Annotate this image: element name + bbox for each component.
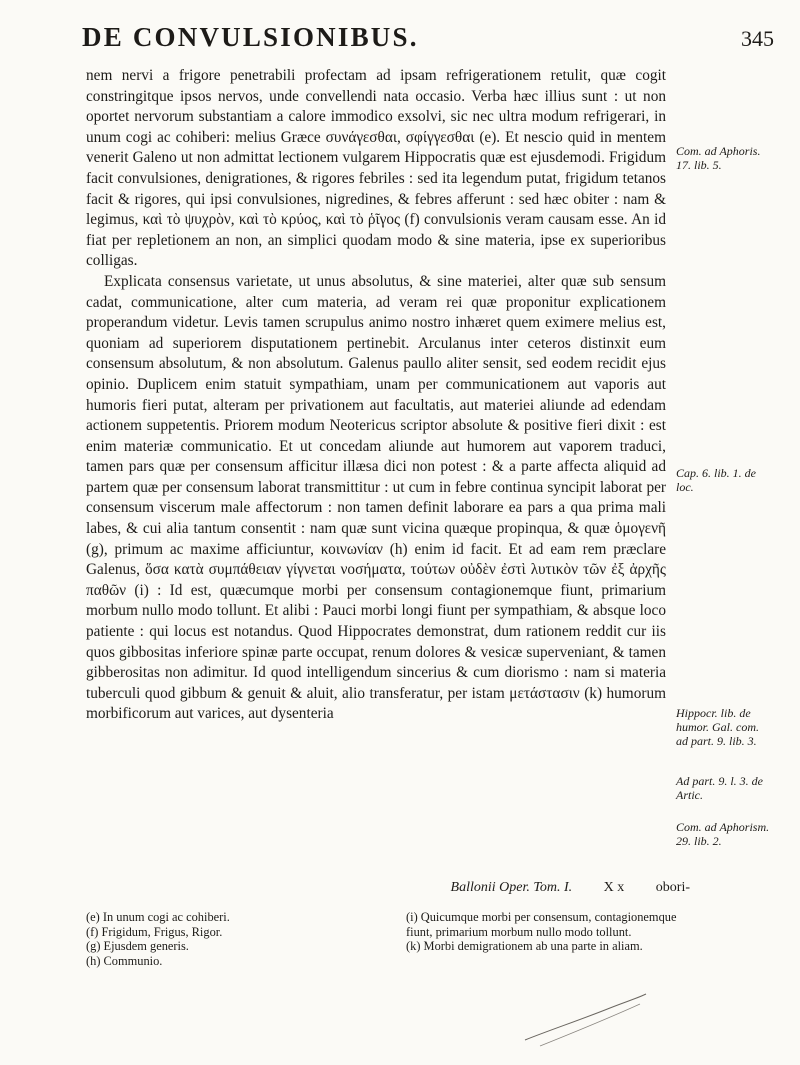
footnote: (k) Morbi demigrationem ab una parte in aliam.: [406, 939, 643, 954]
footnote: (h) Communio.: [86, 953, 163, 968]
running-title: DE CONVULSIONIBUS.: [82, 22, 419, 52]
book-reference: Ballonii Oper. Tom. I.: [450, 880, 573, 895]
footnote: (i) Quicumque morbi per consensum, contagionemque fiunt, primarium morbum nullo modo tollunt.: [406, 910, 677, 939]
pen-flourish-decoration: [520, 990, 650, 1050]
catchword: obori-: [655, 880, 690, 895]
margin-note: Cap. 6. lib. 1. de loc.: [676, 466, 756, 494]
footnote: (e) In unum cogi ac cohiberi.: [86, 910, 230, 924]
page-tail: [451, 880, 690, 896]
page-header: [60, 22, 780, 62]
footnote: (g) Ejusdem generis.: [86, 939, 189, 954]
footnote: (f) Frigidum, Frigus, Rigor.: [86, 924, 223, 939]
paragraph: nem nervi a frigore penetrabili profectam ad ipsam refrigerationem retulit, quæ cogit constringitque ipsos nervos, unde convellendi nata occasio. Verba hæc illius sunt : ut non oportet nervorum substantiam a calore immodico exsolvi, sic nec ultra modum refrigerari, in unum cogi ac cohiberi: melius Græce συνάγεσθαι, σφίγγεσθαι (e). Et nescio quid in mentem venerit Galeno ut non admittat lectionem vulgarem Hippocratis quæ est ejusdemodi. Frigidum facit convulsiones, denigrationes, & rigores febriles : sed ita legendum putat, frigidum tetanos facit & rigores, qui ipsi convulsiones, nigredines, & febres afferunt : sed hæc obiter : nam & legimus, καὶ τὸ ψυχρὸν, καὶ τὸ κρύος, καὶ τὸ ῥῖγος (f) convulsionis veram causam esse. An id fiat per repletionem an non, an simplici quodam modo & sine materia, ipse ex superioribus colligas.: [86, 67, 666, 270]
margin-note: Hippocr. lib. de humor. Gal. com. ad part. 9. lib. 3.: [676, 706, 759, 748]
margin-note: Com. ad Aphoris. 17. lib. 5.: [676, 144, 761, 172]
margin-note: Com. ad Aphorism. 29. lib. 2.: [676, 820, 770, 848]
main-text: [86, 66, 666, 725]
footnotes-right-column: [406, 910, 706, 954]
page-number: 345: [741, 26, 774, 51]
margin-note: Ad part. 9. l. 3. de Artic.: [676, 774, 763, 802]
paragraph: Explicata consensus varietate, ut unus absolutus, & sine materiei, alter quæ sub sensum cadat, communicatione, alter cum materia, ad veram rei quæ proponitur explicationem properandum videtur. Levis tamen scrupulus animo nostro inhæret quem eximere melius est, quoniam ad superiorem disputationem pertinebit. Arculanus inter ceteros distinxit eum consensum absolutum, & non absolutum. Galenus paullo aliter sensit, sed eodem recidit ejus opinio. Duplicem enim statuit sympathiam, unam per communicationem aut vaporis aut humoris fieri putat, alteram per privationem aut facultatis, aut materiei aliunde ad edendam actionem suppetentis. Priorem modum Neotericus scriptor absolute & positive fieri dixit : est enim materiæ communicatio. Et ut concedam aliunde aut humorem aut vaporem traduci, tamen pars quæ per consensum afficitur illæsa dici non potest : & a parte affecta aliquid ad partem quæ per consensum laborat transmittitur : ut cum in febre continua syncipit laborat per consensum viscerum male affectorum : non tamen definit laborare ea pars a qua prima mali labes, & cui alia tantum consentit : nam quæ sunt vicina quæque propinqua, & quæ ὁμογενῆ (g), primum ac maxime afficiuntur, κοινωνίαν (h) enim id facit. Et ad eam rem præclare Galenus, ὅσα κατὰ συμπάθειαν γίγνεται νοσήματα, τούτων οὐδὲν ἐστὶ λυτικὸν τῶν ἐξ ἀρχῆς παθῶν (i) : Id est, quæcumque morbi per consensum contagionemque fiunt, primarium morbum nullo modo tollunt. Et alibi : Pauci morbi longi fiunt per sympathiam, & absque loco patiente : qui locus est notandus. Quod Hippocrates demonstrat, dum rationem reddit cur iis quos gibbositas inferiore spinæ parte occupat, renum dolores & vesicæ superveniant, & tamen gibberositas non adimitur. Id quod intelligendum sincerius & cum diorismo : nam si materia tuberculi quod gibbum & genuit & aluit, alio transferatur, per istam μετάστασιν (k) humorum morbificorum aut varices, aut dysenteria: [86, 272, 666, 723]
footnotes-left-column: [86, 910, 386, 968]
signature-mark: X x: [603, 880, 625, 895]
